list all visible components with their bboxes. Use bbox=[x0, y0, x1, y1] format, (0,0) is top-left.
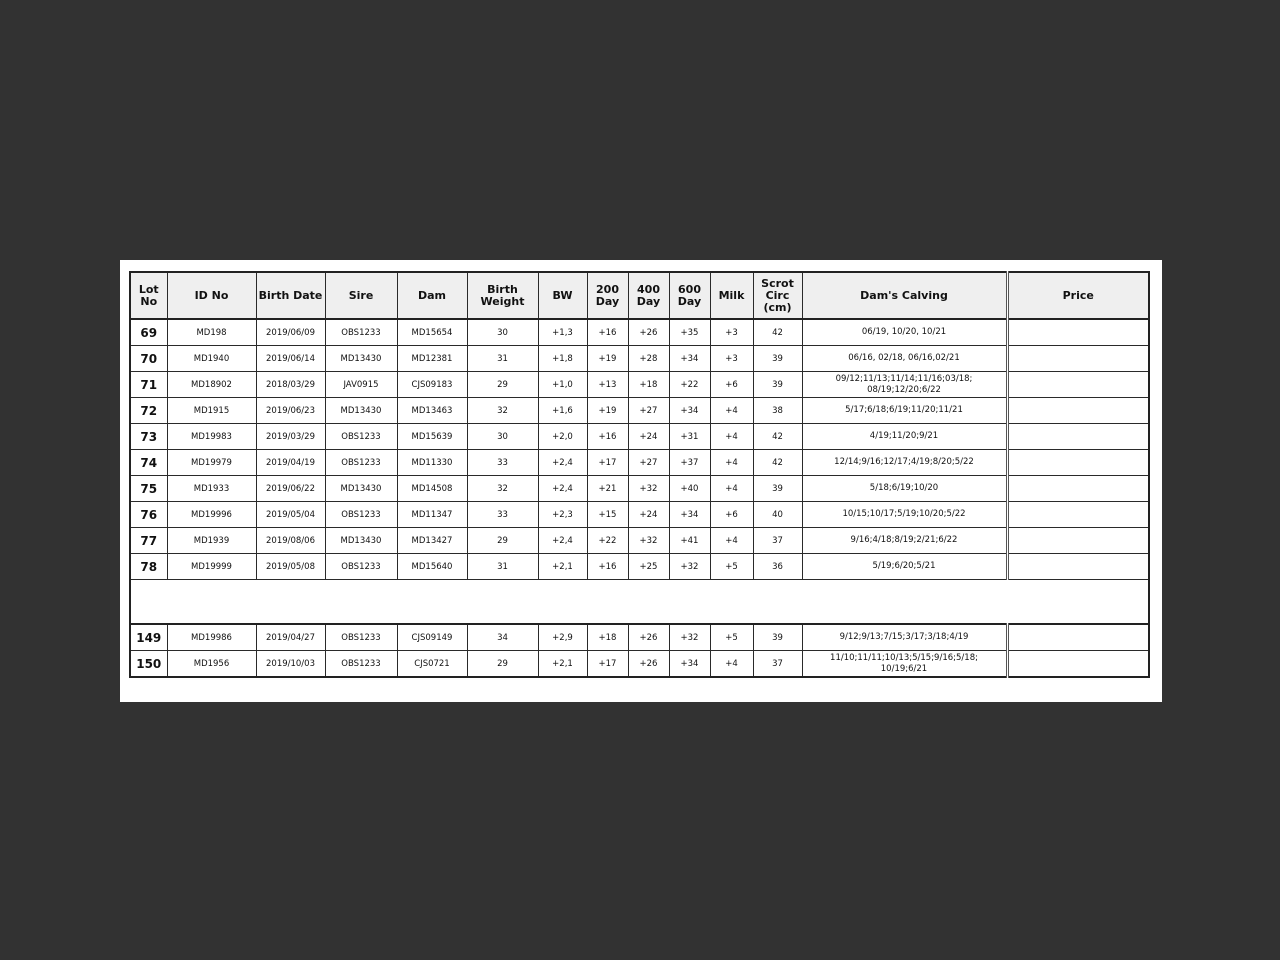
birth-date-cell: 2019/05/04 bbox=[256, 502, 325, 528]
dam-cell: MD11347 bbox=[397, 502, 467, 528]
sire-cell: MD13430 bbox=[325, 476, 397, 502]
scrot-circ-cell: 42 bbox=[753, 450, 802, 476]
400-day-cell: +25 bbox=[628, 554, 669, 580]
birth-weight-cell: 32 bbox=[467, 476, 538, 502]
sire-cell: MD13430 bbox=[325, 528, 397, 554]
price-cell bbox=[1007, 502, 1149, 528]
400-day-cell: +26 bbox=[628, 651, 669, 678]
price-cell bbox=[1007, 554, 1149, 580]
lot-cell: 74 bbox=[130, 450, 167, 476]
header-200-day: 200 Day bbox=[587, 272, 628, 319]
sire-cell: OBS1233 bbox=[325, 450, 397, 476]
lot-cell: 76 bbox=[130, 502, 167, 528]
id-cell: MD19979 bbox=[167, 450, 256, 476]
table-row bbox=[130, 624, 1149, 651]
gap-cell bbox=[130, 580, 1149, 625]
birth-date-cell: 2019/03/29 bbox=[256, 424, 325, 450]
bull-sale-table bbox=[129, 271, 1150, 678]
id-cell: MD19986 bbox=[167, 624, 256, 651]
milk-cell: +3 bbox=[710, 346, 753, 372]
price-cell bbox=[1007, 651, 1149, 678]
lot-cell: 77 bbox=[130, 528, 167, 554]
id-cell: MD1933 bbox=[167, 476, 256, 502]
id-cell: MD18902 bbox=[167, 372, 256, 398]
table-row bbox=[130, 476, 1149, 502]
header-dam: Dam bbox=[397, 272, 467, 319]
birth-date-cell: 2018/03/29 bbox=[256, 372, 325, 398]
200-day-cell: +15 bbox=[587, 502, 628, 528]
400-day-cell: +27 bbox=[628, 450, 669, 476]
dam-cell: MD14508 bbox=[397, 476, 467, 502]
table-row bbox=[130, 502, 1149, 528]
dam-cell: MD13463 bbox=[397, 398, 467, 424]
bw-cell: +1,3 bbox=[538, 319, 587, 346]
sire-cell: OBS1233 bbox=[325, 424, 397, 450]
birth-weight-cell: 30 bbox=[467, 424, 538, 450]
scrot-circ-cell: 39 bbox=[753, 372, 802, 398]
400-day-cell: +32 bbox=[628, 476, 669, 502]
sire-cell: MD13430 bbox=[325, 398, 397, 424]
header-400-day: 400 Day bbox=[628, 272, 669, 319]
600-day-cell: +31 bbox=[669, 424, 710, 450]
scrot-circ-cell: 37 bbox=[753, 651, 802, 678]
200-day-cell: +16 bbox=[587, 424, 628, 450]
bw-cell: +1,6 bbox=[538, 398, 587, 424]
price-cell bbox=[1007, 476, 1149, 502]
lot-cell: 70 bbox=[130, 346, 167, 372]
milk-cell: +6 bbox=[710, 372, 753, 398]
table-row bbox=[130, 651, 1149, 678]
200-day-cell: +13 bbox=[587, 372, 628, 398]
header-price: Price bbox=[1007, 272, 1149, 319]
400-day-cell: +26 bbox=[628, 624, 669, 651]
header-600-day: 600 Day bbox=[669, 272, 710, 319]
bw-cell: +2,0 bbox=[538, 424, 587, 450]
dam-cell: CJS0721 bbox=[397, 651, 467, 678]
dams-calving-cell: 9/12;9/13;7/15;3/17;3/18;4/19 bbox=[802, 624, 1007, 651]
price-cell bbox=[1007, 624, 1149, 651]
birth-weight-cell: 29 bbox=[467, 528, 538, 554]
bw-cell: +2,1 bbox=[538, 651, 587, 678]
birth-weight-cell: 30 bbox=[467, 319, 538, 346]
scrot-circ-cell: 42 bbox=[753, 424, 802, 450]
birth-weight-cell: 29 bbox=[467, 372, 538, 398]
table-row bbox=[130, 554, 1149, 580]
dam-cell: CJS09183 bbox=[397, 372, 467, 398]
400-day-cell: +27 bbox=[628, 398, 669, 424]
sire-cell: OBS1233 bbox=[325, 624, 397, 651]
header-row bbox=[130, 272, 1149, 319]
600-day-cell: +34 bbox=[669, 651, 710, 678]
dams-calving-cell: 5/19;6/20;5/21 bbox=[802, 554, 1007, 580]
lot-cell: 78 bbox=[130, 554, 167, 580]
header-dams-calving: Dam's Calving bbox=[802, 272, 1007, 319]
id-cell: MD19983 bbox=[167, 424, 256, 450]
table-row bbox=[130, 372, 1149, 398]
200-day-cell: +16 bbox=[587, 554, 628, 580]
birth-weight-cell: 29 bbox=[467, 651, 538, 678]
dam-cell: MD15640 bbox=[397, 554, 467, 580]
header-lot: Lot No bbox=[130, 272, 167, 319]
milk-cell: +4 bbox=[710, 398, 753, 424]
600-day-cell: +32 bbox=[669, 554, 710, 580]
bw-cell: +2,3 bbox=[538, 502, 587, 528]
600-day-cell: +32 bbox=[669, 624, 710, 651]
birth-date-cell: 2019/06/14 bbox=[256, 346, 325, 372]
birth-date-cell: 2019/06/22 bbox=[256, 476, 325, 502]
birth-date-cell: 2019/05/08 bbox=[256, 554, 325, 580]
header-id: ID No bbox=[167, 272, 256, 319]
600-day-cell: +34 bbox=[669, 502, 710, 528]
dams-calving-cell: 09/12;11/13;11/14;11/16;03/18; 08/19;12/20;6/22 bbox=[802, 372, 1007, 398]
dam-cell: CJS09149 bbox=[397, 624, 467, 651]
600-day-cell: +34 bbox=[669, 398, 710, 424]
200-day-cell: +16 bbox=[587, 319, 628, 346]
bw-cell: +2,9 bbox=[538, 624, 587, 651]
birth-date-cell: 2019/08/06 bbox=[256, 528, 325, 554]
200-day-cell: +19 bbox=[587, 346, 628, 372]
sire-cell: OBS1233 bbox=[325, 554, 397, 580]
milk-cell: +3 bbox=[710, 319, 753, 346]
price-cell bbox=[1007, 450, 1149, 476]
lot-cell: 69 bbox=[130, 319, 167, 346]
200-day-cell: +19 bbox=[587, 398, 628, 424]
milk-cell: +5 bbox=[710, 554, 753, 580]
lot-cell: 150 bbox=[130, 651, 167, 678]
200-day-cell: +17 bbox=[587, 450, 628, 476]
sire-cell: OBS1233 bbox=[325, 651, 397, 678]
400-day-cell: +24 bbox=[628, 424, 669, 450]
price-cell bbox=[1007, 346, 1149, 372]
200-day-cell: +22 bbox=[587, 528, 628, 554]
birth-weight-cell: 33 bbox=[467, 450, 538, 476]
table-row bbox=[130, 319, 1149, 346]
milk-cell: +6 bbox=[710, 502, 753, 528]
id-cell: MD19999 bbox=[167, 554, 256, 580]
600-day-cell: +34 bbox=[669, 346, 710, 372]
bw-cell: +1,8 bbox=[538, 346, 587, 372]
dams-calving-cell: 06/19, 10/20, 10/21 bbox=[802, 319, 1007, 346]
table-row bbox=[130, 398, 1149, 424]
price-cell bbox=[1007, 528, 1149, 554]
dams-calving-cell: 4/19;11/20;9/21 bbox=[802, 424, 1007, 450]
lot-cell: 73 bbox=[130, 424, 167, 450]
milk-cell: +4 bbox=[710, 651, 753, 678]
400-day-cell: +24 bbox=[628, 502, 669, 528]
bw-cell: +2,1 bbox=[538, 554, 587, 580]
price-cell bbox=[1007, 372, 1149, 398]
table-row bbox=[130, 450, 1149, 476]
dam-cell: MD15654 bbox=[397, 319, 467, 346]
dam-cell: MD12381 bbox=[397, 346, 467, 372]
600-day-cell: +35 bbox=[669, 319, 710, 346]
table-row bbox=[130, 346, 1149, 372]
dams-calving-cell: 5/18;6/19;10/20 bbox=[802, 476, 1007, 502]
scrot-circ-cell: 39 bbox=[753, 346, 802, 372]
id-cell: MD1915 bbox=[167, 398, 256, 424]
birth-weight-cell: 31 bbox=[467, 346, 538, 372]
header-sire: Sire bbox=[325, 272, 397, 319]
table-body bbox=[130, 319, 1149, 677]
bw-cell: +2,4 bbox=[538, 528, 587, 554]
table-row bbox=[130, 424, 1149, 450]
dam-cell: MD15639 bbox=[397, 424, 467, 450]
gap-row bbox=[130, 580, 1149, 625]
bw-cell: +2,4 bbox=[538, 450, 587, 476]
sire-cell: MD13430 bbox=[325, 346, 397, 372]
dams-calving-cell: 9/16;4/18;8/19;2/21;6/22 bbox=[802, 528, 1007, 554]
birth-date-cell: 2019/06/23 bbox=[256, 398, 325, 424]
header-birth-weight: Birth Weight bbox=[467, 272, 538, 319]
header-milk: Milk bbox=[710, 272, 753, 319]
400-day-cell: +32 bbox=[628, 528, 669, 554]
lot-cell: 72 bbox=[130, 398, 167, 424]
price-cell bbox=[1007, 319, 1149, 346]
birth-weight-cell: 34 bbox=[467, 624, 538, 651]
id-cell: MD1940 bbox=[167, 346, 256, 372]
id-cell: MD1939 bbox=[167, 528, 256, 554]
dam-cell: MD13427 bbox=[397, 528, 467, 554]
sire-cell: OBS1233 bbox=[325, 319, 397, 346]
dams-calving-cell: 12/14;9/16;12/17;4/19;8/20;5/22 bbox=[802, 450, 1007, 476]
birth-date-cell: 2019/10/03 bbox=[256, 651, 325, 678]
id-cell: MD19996 bbox=[167, 502, 256, 528]
bw-cell: +1,0 bbox=[538, 372, 587, 398]
id-cell: MD198 bbox=[167, 319, 256, 346]
600-day-cell: +22 bbox=[669, 372, 710, 398]
milk-cell: +5 bbox=[710, 624, 753, 651]
dams-calving-cell: 06/16, 02/18, 06/16,02/21 bbox=[802, 346, 1007, 372]
dam-cell: MD11330 bbox=[397, 450, 467, 476]
scrot-circ-cell: 36 bbox=[753, 554, 802, 580]
200-day-cell: +17 bbox=[587, 651, 628, 678]
birth-date-cell: 2019/04/19 bbox=[256, 450, 325, 476]
400-day-cell: +28 bbox=[628, 346, 669, 372]
600-day-cell: +40 bbox=[669, 476, 710, 502]
scrot-circ-cell: 39 bbox=[753, 624, 802, 651]
scrot-circ-cell: 40 bbox=[753, 502, 802, 528]
header-bw: BW bbox=[538, 272, 587, 319]
header-birth-date: Birth Date bbox=[256, 272, 325, 319]
milk-cell: +4 bbox=[710, 528, 753, 554]
lot-cell: 71 bbox=[130, 372, 167, 398]
lot-cell: 149 bbox=[130, 624, 167, 651]
birth-weight-cell: 32 bbox=[467, 398, 538, 424]
scrot-circ-cell: 37 bbox=[753, 528, 802, 554]
600-day-cell: +41 bbox=[669, 528, 710, 554]
scrot-circ-cell: 38 bbox=[753, 398, 802, 424]
milk-cell: +4 bbox=[710, 450, 753, 476]
dams-calving-cell: 10/15;10/17;5/19;10/20;5/22 bbox=[802, 502, 1007, 528]
600-day-cell: +37 bbox=[669, 450, 710, 476]
id-cell: MD1956 bbox=[167, 651, 256, 678]
bw-cell: +2,4 bbox=[538, 476, 587, 502]
header-scrot-circ: Scrot Circ (cm) bbox=[753, 272, 802, 319]
400-day-cell: +18 bbox=[628, 372, 669, 398]
400-day-cell: +26 bbox=[628, 319, 669, 346]
birth-weight-cell: 33 bbox=[467, 502, 538, 528]
birth-weight-cell: 31 bbox=[467, 554, 538, 580]
lot-cell: 75 bbox=[130, 476, 167, 502]
table-row bbox=[130, 528, 1149, 554]
dams-calving-cell: 11/10;11/11;10/13;5/15;9/16;5/18; 10/19;6/21 bbox=[802, 651, 1007, 678]
milk-cell: +4 bbox=[710, 424, 753, 450]
price-cell bbox=[1007, 398, 1149, 424]
scrot-circ-cell: 39 bbox=[753, 476, 802, 502]
milk-cell: +4 bbox=[710, 476, 753, 502]
sire-cell: OBS1233 bbox=[325, 502, 397, 528]
200-day-cell: +21 bbox=[587, 476, 628, 502]
birth-date-cell: 2019/04/27 bbox=[256, 624, 325, 651]
document-sheet bbox=[120, 260, 1162, 702]
birth-date-cell: 2019/06/09 bbox=[256, 319, 325, 346]
200-day-cell: +18 bbox=[587, 624, 628, 651]
scrot-circ-cell: 42 bbox=[753, 319, 802, 346]
dams-calving-cell: 5/17;6/18;6/19;11/20;11/21 bbox=[802, 398, 1007, 424]
price-cell bbox=[1007, 424, 1149, 450]
sire-cell: JAV0915 bbox=[325, 372, 397, 398]
